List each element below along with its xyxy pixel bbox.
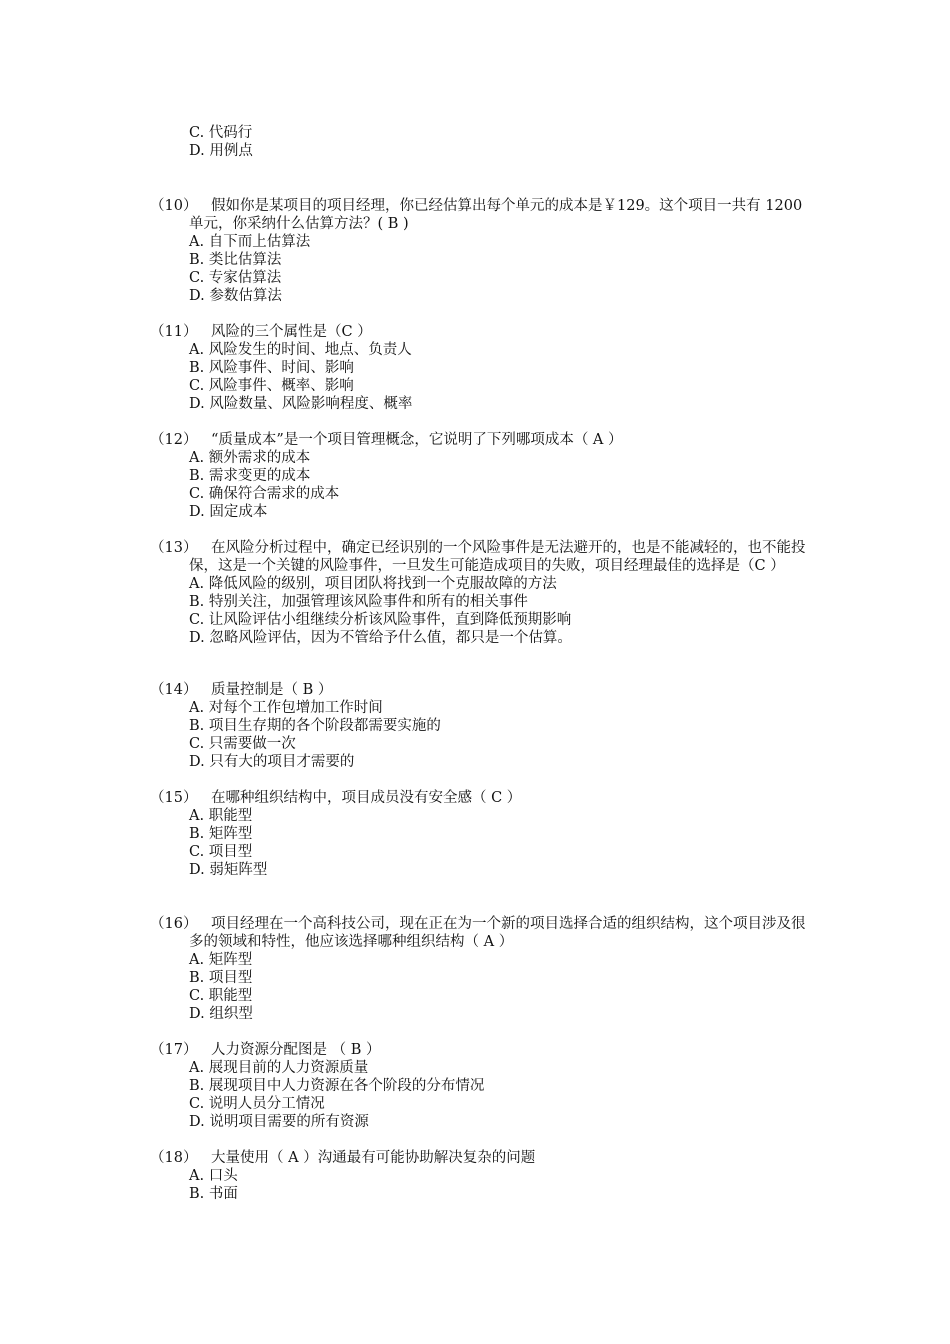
option-list	[189, 575, 810, 647]
question-text: 大量使用（ A ）沟通最有可能协助解决复杂的问题	[211, 1150, 536, 1166]
question-15	[150, 789, 810, 879]
option-d: D. 参数估算法	[189, 288, 282, 304]
option-c: C. 只需要做一次	[189, 736, 296, 752]
question-11	[150, 323, 810, 413]
question-text: 在哪种组织结构中，项目成员没有安全感（ C ）	[211, 790, 522, 806]
option-c: C. 让风险评估小组继续分析该风险事件，直到降低预期影响	[189, 612, 572, 628]
question-number: （13）	[150, 540, 198, 556]
option-list	[189, 449, 810, 521]
option-list	[189, 341, 810, 413]
question-10	[150, 197, 810, 305]
option-c: C. 项目型	[189, 844, 253, 860]
option-d: D. 风险数量、风险影响程度、概率	[189, 396, 413, 412]
option-a: A. 职能型	[189, 808, 253, 824]
question-number: （16）	[150, 916, 198, 932]
option-c: C. 风险事件、概率、影响	[189, 378, 354, 394]
option-c: C. 说明人员分工情况	[189, 1096, 325, 1112]
question-number: （17）	[150, 1042, 198, 1058]
option-b: B. 展现项目中人力资源在各个阶段的分布情况	[189, 1078, 485, 1094]
question-18	[150, 1149, 810, 1203]
question-number: （12）	[150, 432, 198, 448]
option-d: D. 只有大的项目才需要的	[189, 754, 355, 770]
option-list	[189, 951, 810, 1023]
question-text: 人力资源分配图是 （ B ）	[211, 1042, 381, 1058]
option-b: B. 项目生存期的各个阶段都需要实施的	[189, 718, 441, 734]
option-a: A. 降低风险的级别，项目团队将找到一个克服故障的方法	[189, 576, 557, 592]
question-text: 项目经理在一个高科技公司，现在正在为一个新的项目选择合适的组织结构，这个项目涉及很多的领域和特性，他应该选择哪种组织结构（ A ）	[189, 916, 806, 950]
question-16	[150, 915, 810, 1023]
option-a: A. 额外需求的成本	[189, 450, 311, 466]
option-a: A. 对每个工作包增加工作时间	[189, 700, 383, 716]
option-b: B. 矩阵型	[189, 826, 253, 842]
option-d: D. 说明项目需要的所有资源	[189, 1114, 369, 1130]
question-number: （10）	[150, 198, 198, 214]
option-list	[189, 807, 810, 879]
question-number: （11）	[150, 324, 198, 340]
option-list	[189, 233, 810, 305]
option-a: A. 自下而上估算法	[189, 234, 311, 250]
option-c: C. 代码行	[189, 125, 253, 141]
option-b: B. 特别关注，加强管理该风险事件和所有的相关事件	[189, 594, 528, 610]
option-d: D. 用例点	[189, 143, 253, 159]
option-d: D. 组织型	[189, 1006, 253, 1022]
question-text: 假如你是某项目的项目经理，你已经估算出每个单元的成本是￥129。这个项目一共有 1200 单元，你采纳什么估算方法？( B )	[189, 198, 803, 232]
question-number: （15）	[150, 790, 198, 806]
option-b: B. 项目型	[189, 970, 253, 986]
option-a: A. 风险发生的时间、地点、负责人	[189, 342, 412, 358]
option-b: B. 类比估算法	[189, 252, 282, 268]
question-14	[150, 681, 810, 771]
option-a: A. 口头	[189, 1168, 238, 1184]
question-text: 质量控制是（ B ）	[211, 682, 333, 698]
option-d: D. 忽略风险评估，因为不管给予什么值，都只是一个估算。	[189, 630, 572, 646]
option-c: C. 职能型	[189, 988, 253, 1004]
question-text: “质量成本”是一个项目管理概念，它说明了下列哪项成本（ A ）	[211, 432, 623, 448]
question-text: 在风险分析过程中，确定已经识别的一个风险事件是无法避开的，也是不能减轻的，也不能投保，这是一个关键的风险事件，一旦发生可能造成项目的失败，项目经理最佳的选择是（C ）	[189, 540, 806, 574]
question-17	[150, 1041, 810, 1131]
option-b: B. 书面	[189, 1186, 238, 1202]
option-b: B. 需求变更的成本	[189, 468, 311, 484]
option-d: D. 弱矩阵型	[189, 862, 268, 878]
question-number: （14）	[150, 682, 198, 698]
option-list	[189, 699, 810, 771]
option-a: A. 展现目前的人力资源质量	[189, 1060, 369, 1076]
option-list	[189, 1167, 810, 1203]
question-13	[150, 539, 810, 647]
question-12	[150, 431, 810, 521]
option-b: B. 风险事件、时间、影响	[189, 360, 354, 376]
question-number: （18）	[150, 1150, 198, 1166]
option-c: C. 专家估算法	[189, 270, 282, 286]
option-c: C. 确保符合需求的成本	[189, 486, 340, 502]
question-text: 风险的三个属性是（C ）	[211, 324, 372, 340]
option-d: D. 固定成本	[189, 504, 268, 520]
option-list	[189, 1059, 810, 1131]
option-a: A. 矩阵型	[189, 952, 253, 968]
lead-options	[189, 124, 789, 160]
